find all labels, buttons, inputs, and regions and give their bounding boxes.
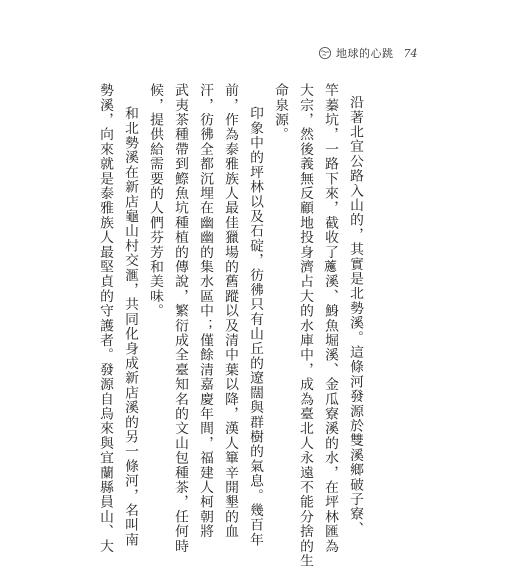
- text-column-9: 候，提供給需要的人們芬芳和美味。: [147, 83, 163, 319]
- text-column-5: 印象中的坪林以及石碇，彷彿只有山丘的遼闊與群樹的氣息。幾百年: [247, 106, 263, 547]
- text-column-11: 勢溪，向來就是泰雅族人最堅貞的守護者。發源自烏來與宜蘭縣員山、大: [97, 83, 113, 554]
- globe-icon: [318, 46, 332, 60]
- page-number: 74: [403, 46, 418, 60]
- text-column-2: 竿蓁坑，一路下來，截收了𧃽溪、鯓魚堀溪、金瓜寮溪的水，在坪林匯為: [322, 83, 338, 554]
- text-column-1: 沿著北宜公路入山的，其實是北勢溪。這條河發源於雙溪鄉破子寮、: [347, 95, 363, 536]
- text-column-7: 汗，彷彿全都沉埋在幽幽的集水區中；僅餘清嘉慶年間，福建人柯朝將: [197, 83, 213, 539]
- book-title: 地球的心跳: [336, 47, 394, 60]
- text-column-4: 命泉源。: [272, 83, 288, 142]
- text-column-3: 大宗，然後義無反顧地投身濟占大的水庫中，成為臺北人永遠不能分捨的生: [297, 83, 313, 568]
- text-column-10: 和北勢溪在新店龜山村交滙，共同化身成新店溪的另一條河，名叫南: [122, 106, 138, 547]
- running-header: [318, 42, 458, 64]
- text-column-8: 武夷茶種帶到鰶魚坑種植的傳說，繁衍成全臺知名的文山包種茶，任何時: [172, 83, 188, 554]
- text-column-6: 前，作為泰雅族人最佳獵場的舊蹤以及清中葉以降，漢人篳辛開墾的血: [222, 83, 238, 539]
